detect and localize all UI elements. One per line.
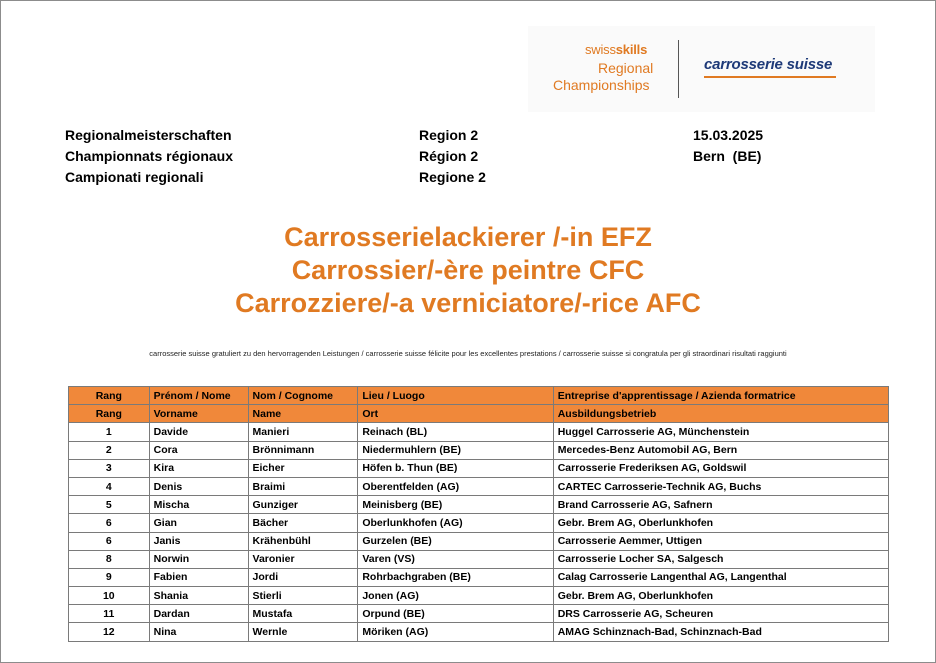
last-name-cell: Braimi (248, 477, 358, 495)
company-cell: Brand Carrosserie AG, Safnern (553, 496, 888, 514)
header-region-de: Region 2 (419, 127, 479, 143)
last-name-cell: Manieri (248, 423, 358, 441)
header-date: 15.03.2025 (693, 127, 764, 143)
last-name-cell: Krähenbühl (248, 532, 358, 550)
rank-cell: 12 (69, 623, 150, 641)
header-cell: Rang (69, 387, 150, 405)
location-cell: Orpund (BE) (358, 605, 553, 623)
first-name-cell: Cora (149, 441, 248, 459)
swissskills-championships: Championships (553, 77, 650, 93)
company-cell: Gebr. Brem AG, Oberlunkhofen (553, 514, 888, 532)
table-row (69, 514, 889, 532)
first-name-cell: Kira (149, 459, 248, 477)
rank-cell: 6 (69, 514, 150, 532)
location-cell: Niedermuhlern (BE) (358, 441, 553, 459)
header-cell: Lieu / Luogo (358, 387, 553, 405)
first-name-cell: Nina (149, 623, 248, 641)
header-left-de: Regionalmeisterschaften (65, 127, 232, 143)
table-header-row (69, 387, 889, 405)
header-cell: Prénom / Nome (149, 387, 248, 405)
table-row (69, 459, 889, 477)
title-fr: Carrossier/-ère peintre CFC (291, 255, 645, 285)
logo-divider (678, 40, 679, 98)
swissskills-regional: Regional (598, 60, 654, 76)
table-row (69, 623, 889, 641)
carrosserie-suisse-underline (704, 76, 836, 78)
rank-cell: 6 (69, 532, 150, 550)
company-cell: Gebr. Brem AG, Oberlunkhofen (553, 587, 888, 605)
header-cell: Ausbildungsbetrieb (553, 405, 888, 423)
header-cell: Vorname (149, 405, 248, 423)
first-name-cell: Denis (149, 477, 248, 495)
company-cell: Carrosserie Locher SA, Salgesch (553, 550, 888, 568)
swissskills-logo: swissskills (585, 42, 648, 57)
first-name-cell: Gian (149, 514, 248, 532)
last-name-cell: Mustafa (248, 605, 358, 623)
first-name-cell: Janis (149, 532, 248, 550)
first-name-cell: Davide (149, 423, 248, 441)
company-cell: Huggel Carrosserie AG, Münchenstein (553, 423, 888, 441)
header-region-it: Regione 2 (419, 169, 486, 185)
table-row (69, 423, 889, 441)
last-name-cell: Brönnimann (248, 441, 358, 459)
rank-cell: 11 (69, 605, 150, 623)
table-row (69, 441, 889, 459)
first-name-cell: Fabien (149, 568, 248, 586)
company-cell: Calag Carrosserie Langenthal AG, Langenthal (553, 568, 888, 586)
location-cell: Möriken (AG) (358, 623, 553, 641)
title-de: Carrosserielackierer /-in EFZ (284, 222, 652, 252)
first-name-cell: Shania (149, 587, 248, 605)
table-row (69, 605, 889, 623)
location-cell: Rohrbachgraben (BE) (358, 568, 553, 586)
company-cell: AMAG Schinznach-Bad, Schinznach-Bad (553, 623, 888, 641)
rank-cell: 4 (69, 477, 150, 495)
carrosserie-suisse-logo: carrosserie suisse (704, 56, 833, 73)
last-name-cell: Eicher (248, 459, 358, 477)
location-cell: Meinisberg (BE) (358, 496, 553, 514)
rank-cell: 3 (69, 459, 150, 477)
first-name-cell: Dardan (149, 605, 248, 623)
last-name-cell: Wernle (248, 623, 358, 641)
title-it: Carrozziere/-a verniciatore/-rice AFC (235, 288, 701, 318)
rank-cell: 8 (69, 550, 150, 568)
rank-cell: 1 (69, 423, 150, 441)
company-cell: Carrosserie Frederiksen AG, Goldswil (553, 459, 888, 477)
table-header-row (69, 405, 889, 423)
table-row (69, 496, 889, 514)
table-row (69, 587, 889, 605)
company-cell: DRS Carrosserie AG, Scheuren (553, 605, 888, 623)
first-name-cell: Mischa (149, 496, 248, 514)
table-row (69, 568, 889, 586)
header-cell: Nom / Cognome (248, 387, 358, 405)
company-cell: Carrosserie Aemmer, Uttigen (553, 532, 888, 550)
location-cell: Jonen (AG) (358, 587, 553, 605)
last-name-cell: Gunziger (248, 496, 358, 514)
location-cell: Oberlunkhofen (AG) (358, 514, 553, 532)
table-row (69, 550, 889, 568)
header-cell: Name (248, 405, 358, 423)
header-left-fr: Championnats régionaux (65, 148, 234, 164)
header-left-it: Campionati regionali (65, 169, 204, 185)
last-name-cell: Bächer (248, 514, 358, 532)
header-region-fr: Région 2 (419, 148, 479, 164)
location-cell: Oberentfelden (AG) (358, 477, 553, 495)
location-cell: Varen (VS) (358, 550, 553, 568)
company-cell: CARTEC Carrosserie-Technik AG, Buchs (553, 477, 888, 495)
location-cell: Reinach (BL) (358, 423, 553, 441)
last-name-cell: Varonier (248, 550, 358, 568)
location-cell: Höfen b. Thun (BE) (358, 459, 553, 477)
rank-cell: 10 (69, 587, 150, 605)
last-name-cell: Stierli (248, 587, 358, 605)
header-cell: Entreprise d'apprentissage / Azienda formatrice (553, 387, 888, 405)
location-cell: Gurzelen (BE) (358, 532, 553, 550)
results-table (68, 386, 889, 642)
table-row (69, 477, 889, 495)
congratulations-text: carrosserie suisse gratuliert zu den hervorragenden Leistungen / carrosserie suisse félicite pour les excellentes prestations / carrosserie suisse si congratula per gli straordinari risultati raggiunti (149, 349, 787, 358)
rank-cell: 5 (69, 496, 150, 514)
table-row (69, 532, 889, 550)
header-location: Bern (BE) (693, 148, 762, 164)
rank-cell: 2 (69, 441, 150, 459)
header-cell: Ort (358, 405, 553, 423)
last-name-cell: Jordi (248, 568, 358, 586)
rank-cell: 9 (69, 568, 150, 586)
header-cell: Rang (69, 405, 150, 423)
first-name-cell: Norwin (149, 550, 248, 568)
company-cell: Mercedes-Benz Automobil AG, Bern (553, 441, 888, 459)
